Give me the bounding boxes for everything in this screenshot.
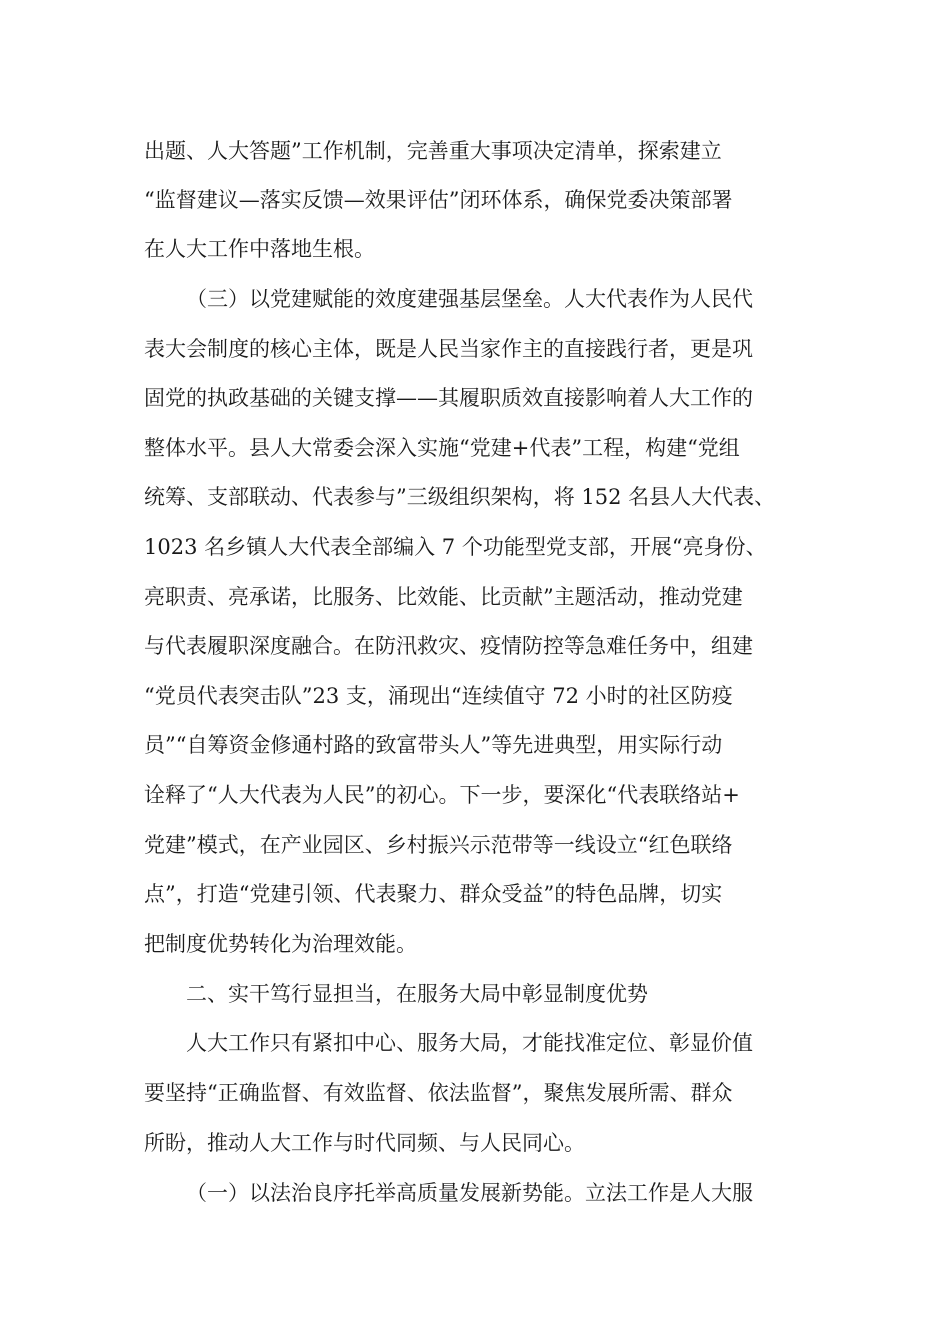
- paragraph-line: 与代表履职深度融合。在防汛救灾、疫情防控等急难任务中，组建: [144, 634, 753, 658]
- section-heading: 二、实干笃行显担当，在服务大局中彰显制度优势: [186, 982, 648, 1006]
- paragraph-line: 亮职责、亮承诺，比服务、比效能、比贡献”主题活动，推动党建: [144, 585, 743, 609]
- paragraph-line: 点”，打造“党建引领、代表聚力、群众受益”的特色品牌，切实: [144, 882, 723, 906]
- paragraph-line: 统筹、支部联动、代表参与”三级组织架构，将 152 名县人大代表、: [144, 485, 776, 509]
- paragraph-line: “监督建议—落实反馈—效果评估”闭环体系，确保党委决策部署: [144, 188, 733, 212]
- paragraph-line: 整体水平。县人大常委会深入实施“党建+代表”工程，构建“党组: [144, 436, 740, 460]
- paragraph-line: 把制度优势转化为治理效能。: [144, 932, 417, 956]
- paragraph-line: 所盼，推动人大工作与时代同频、与人民同心。: [144, 1131, 585, 1155]
- paragraph-line: 诠释了“人大代表为人民”的初心。下一步，要深化“代表联络站+: [144, 783, 740, 807]
- paragraph-line: “党员代表突击队”23 支，涌现出“连续值守 72 小时的社区防疫: [144, 684, 733, 708]
- paragraph-line: 党建”模式，在产业园区、乡村振兴示范带等一线设立“红色联络: [144, 833, 733, 857]
- paragraph-line: 在人大工作中落地生根。: [144, 237, 375, 261]
- paragraph-line: 出题、人大答题”工作机制，完善重大事项决定清单，探索建立: [144, 139, 722, 163]
- paragraph-line: 人大工作只有紧扣中心、服务大局，才能找准定位、彰显价值: [186, 1031, 753, 1055]
- section-heading-line: （一）以法治良序托举高质量发展新势能。立法工作是人大服: [186, 1181, 753, 1205]
- paragraph-line: 固党的执政基础的关键支撑——其履职质效直接影响着人大工作的: [144, 386, 753, 410]
- paragraph-line: 1023 名乡镇人大代表全部编入 7 个功能型党支部，开展“亮身份、: [144, 535, 767, 559]
- paragraph-line: 要坚持“正确监督、有效监督、依法监督”，聚焦发展所需、群众: [144, 1081, 733, 1105]
- section-heading-line: （三）以党建赋能的效度建强基层堡垒。人大代表作为人民代: [186, 287, 753, 311]
- paragraph-line: 员”“自筹资金修通村路的致富带头人”等先进典型，用实际行动: [144, 733, 723, 757]
- paragraph-line: 表大会制度的核心主体，既是人民当家作主的直接践行者，更是巩: [144, 337, 753, 361]
